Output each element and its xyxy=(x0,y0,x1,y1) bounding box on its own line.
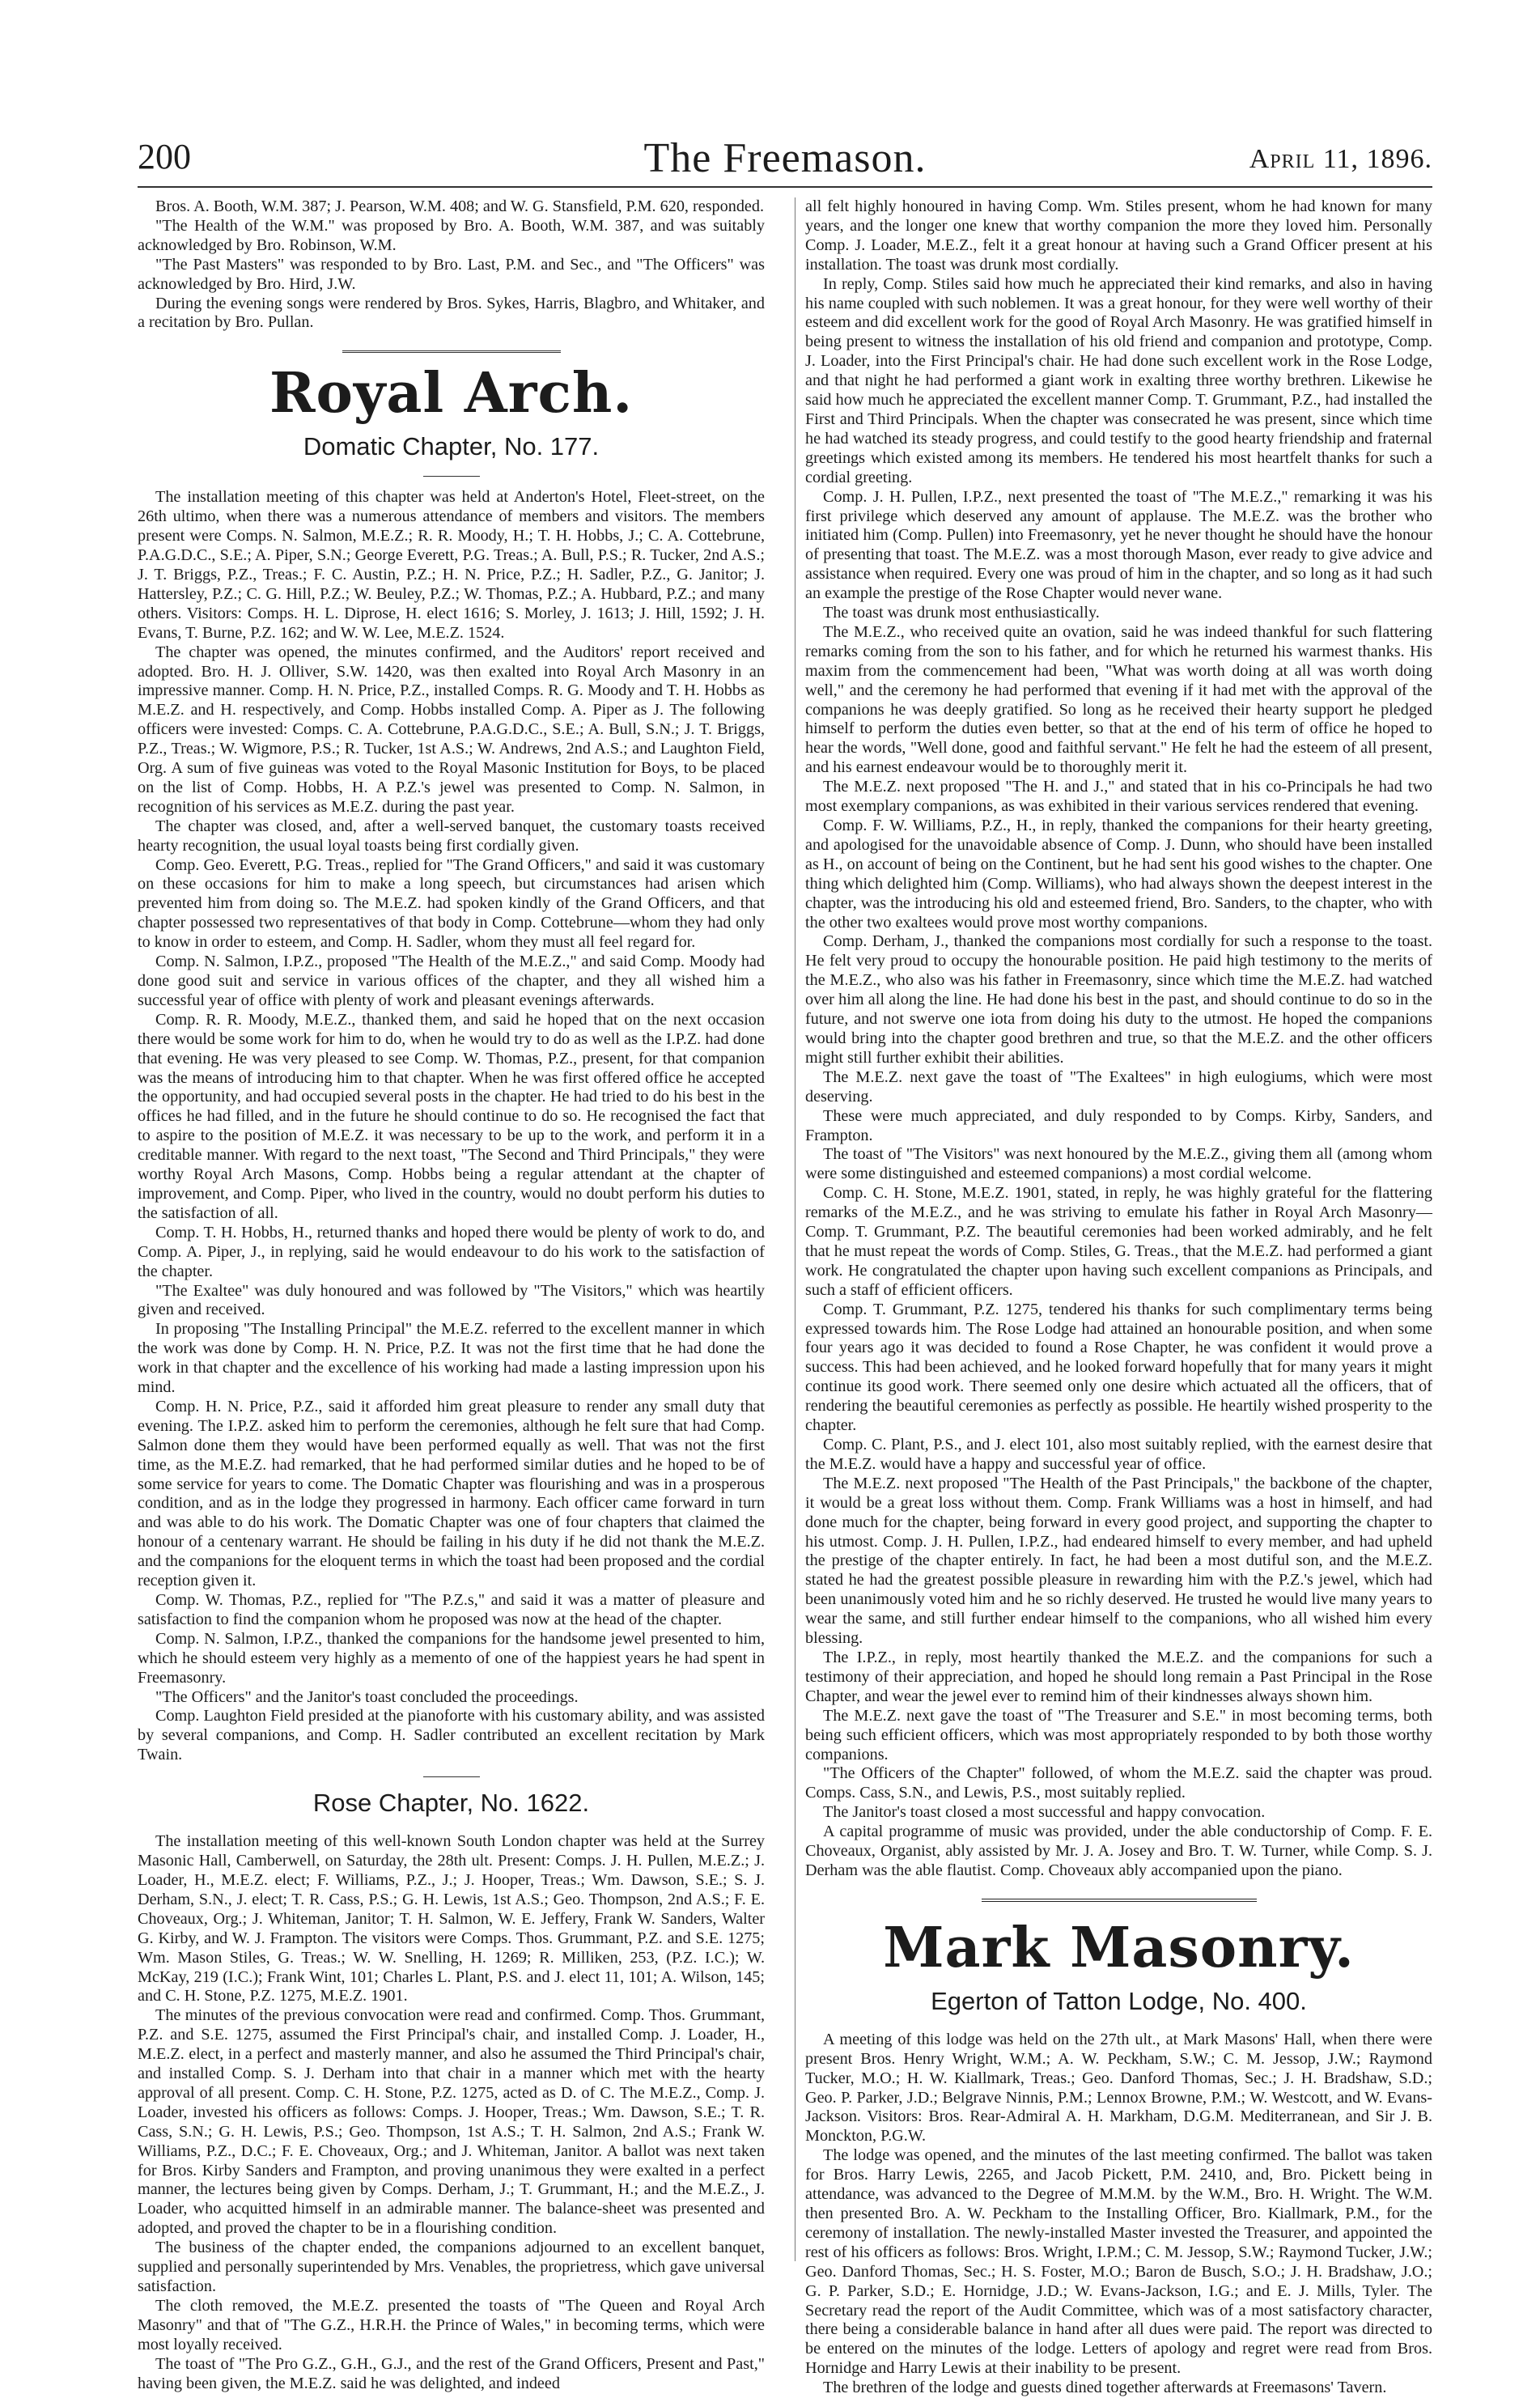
paragraph: In proposing "The Installing Principal" the M.E.Z. referred to the excellent manner in which the work was done by Comp. H. N. Price, P.Z. It was not the first time that he had done the work in that chapter and the excellence of his working had made a lasting impression upon his mind. xyxy=(138,1320,765,1397)
section-rule xyxy=(342,350,561,356)
paragraph: Comp. Derham, J., thanked the companions most cordially for such a response to the toast. He felt very proud to occupy the honourable position. He paid high testimony to the merits of the M.E.Z., who also was his father in Freemasonry, since which time the M.E.Z. had watched over him all along the line. He had done his best in the past, and should continue to do so in the future, and not swerve one iota from doing his duty to the utmost. He hoped the companions would bring into the chapter good brethren and true, so that the M.E.Z. and the other officers might still further exhibit their abilities. xyxy=(805,932,1432,1067)
domatic-chapter-heading: Domatic Chapter, No. 177. xyxy=(303,432,600,461)
heading-rule xyxy=(423,476,480,477)
paragraph: Comp. N. Salmon, I.P.Z., thanked the companions for the handsome jewel presented to him, which he should esteem very highly as a memento of one of the happiest years he had spent in Freemasonry. xyxy=(138,1629,765,1687)
paragraph: The brethren of the lodge and guests dined together afterwards at Freemasons' Tavern. xyxy=(823,2379,1387,2397)
section-rule xyxy=(982,1899,1257,1906)
page-header xyxy=(138,136,1432,183)
paragraph: The cloth removed, the M.E.Z. presented the toasts of "The Queen and Royal Arch Masonry" and that of "The G.Z., H.R.H. the Prince of Wales," in becoming terms, which were most loyally received. xyxy=(138,2296,765,2353)
paragraph: The chapter was closed, and, after a well-served banquet, the customary toasts received hearty recognition, the usual loyal toasts being first cordially given. xyxy=(138,817,765,855)
paragraph: The toast was drunk most enthusiastically. xyxy=(823,604,1100,622)
paragraph: The chapter was opened, the minutes confirmed, and the Auditors' report received and adopted. Bro. H. J. Olliver, S.W. 1420, was then exalted into Royal Arch Masonry in an impressive manner. Comp. H. N. Price, P.Z., installed Comps. R. G. Moody and T. H. Hobbs as M.E.Z. and H. respectively, and Comp. Hobbs installed Comp. A. Piper as J. The following officers were invested: Comps. C. A. Cottebrune, P.A.G.D.C., S.E.; A. Bull, S.N.; J. T. Briggs, P.Z., Treas.; W. Wigmore, P.S.; R. Tucker, 1st A.S.; W. Andrews, 2nd A.S.; and Laughton Field, Org. A sum of five guineas was voted to the Royal Masonic Institution for Boys, to be placed on the list of Comp. Hobbs, H. A P.Z.'s jewel was presented to Comp. N. Salmon, in recognition of his services as M.E.Z. during the past year. xyxy=(138,643,765,816)
paragraph: "The Officers of the Chapter" followed, of whom the M.E.Z. said the chapter was proud. Comps. Cass, S.N., and Lewis, P.S., most suitably replied. xyxy=(805,1764,1432,1802)
paragraph: Comp. J. H. Pullen, I.P.Z., next presented the toast of "The M.E.Z.," remarking it was his first privilege which deserved any amount of applause. The M.E.Z. was the brother who initiated him (Comp. Pullen) into Freemasonry, yet he never thought he should have the honour of presenting that toast. The M.E.Z. was a most thorough Mason, ever ready to give advice and assistance when required. Every one was proud of him in the chapter, and so long as it had such an example the prestige of the Rose Chapter would never wane. xyxy=(805,487,1432,603)
paragraph: Comp. N. Salmon, I.P.Z., proposed "The Health of the M.E.Z.," and said Comp. Moody had done good suit and service in various offices of the chapter, and they all wished him a successful year of office with plenty of work and pleasant evenings afterwards. xyxy=(138,953,765,1009)
paragraph: A capital programme of music was provided, under the able conductorship of Comp. F. E. Choveaux, Organist, ably assisted by Mr. J. A. Josey and Bro. T. W. Turner, while Comp. S. J. Derham was the able flautist. Comp. Choveaux ably accompanied upon the piano. xyxy=(805,1823,1432,1879)
paragraph: The I.P.Z., in reply, most heartily thanked the M.E.Z. and the companions for such a testimony of their appreciation, and hoped he should long remain a Past Principal in the Rose Chapter, and wear the jewel ever to remind him of their kindnesses always shown him. xyxy=(805,1648,1432,1705)
paragraph: Comp. W. Thomas, P.Z., replied for "The P.Z.s," and said it was a matter of pleasure and satisfaction to find the companion whom he proposed was now at the head of the chapter. xyxy=(138,1591,765,1628)
section-heading-mark-masonry: Mark Masonry. xyxy=(883,1915,1355,1980)
paragraph: The lodge was opened, and the minutes of the last meeting confirmed. The ballot was taken for Bros. Harry Lewis, 2265, and Jacob Pickett, P.M. 2410, and, Bro. Pickett being in attendance, was advanced to the Degree of M.M.M. by the W.M., Bro. H. Wright. The W.M. then presented Bro. A. W. Peckham to the Installing Officer, Bro. Kiallmark, P.M., for the ceremony of installation. The newly-installed Master invested the Treasurer, and appointed the rest of his officers as follows: Bros. Wright, I.P.M.; C. M. Jessop, S.W.; Raymond Tucker, J.W.; Geo. Danford Thomas, Sec.; H. S. Foster, M.O.; Baron de Busch, S.O.; J. H. Bradshaw, J.O.; G. P. Parker, S.D.; E. Hornidge, J.D.; W. Evans-Jackson, I.G.; and E. J. Mills, Tyler. The Secretary read the report of the Audit Committee, which was of a most satisfactory character, there being a considerable balance in hand after all dues were paid. The report was directed to be entered on the minutes of the lodge. Letters of apology and regret were read from Bros. Hornidge and Harry Lewis at their inability to be present. xyxy=(805,2146,1432,2378)
paragraph: The toast of "The Pro G.Z., G.H., G.J., and the rest of the Grand Officers, Present and Past," having been given, the M.E.Z. said he was delighted, and indeed xyxy=(138,2354,765,2392)
paragraph: The M.E.Z. next gave the toast of "The Treasurer and S.E." in most becoming terms, both being such efficient officers, which was most appropriately responded to by both those worthy companions. xyxy=(805,1706,1432,1763)
paragraph: During the evening songs were rendered by Bros. Sykes, Harris, Blagbro, and Whitaker, and a recitation by Bro. Pullan. xyxy=(138,294,765,332)
paragraph: The M.E.Z., who received quite an ovation, said he was indeed thankful for such flattering remarks coming from the son to his father, and for which he returned his warmest thanks. His maxim from the commencement had been, "What was worth doing at all was worth doing well," and the ceremony he had performed that evening if it had met with the approval of the companions he was deeply gratified. So long as he received their hearty support he pledged himself to perform the duties even better, so that at the end of his term of office he hoped to hear the words, "Well done, good and faithful servant." He felt he had the esteem of all present, and his earnest endeavour would be to thoroughly merit it. xyxy=(805,622,1432,777)
header-rule xyxy=(138,186,1432,188)
paragraph: "The Officers" and the Janitor's toast concluded the proceedings. xyxy=(155,1687,579,1706)
section-heading-royal-arch: Royal Arch. xyxy=(269,361,634,427)
paragraph: In reply, Comp. Stiles said how much he appreciated their kind remarks, and also in having his name coupled with such noblemen. It was a great honour, for they were well worthy of their esteem and did excellent work for the good of Royal Arch Masonry. He was gratified himself in being present to witness the installation of his old friend and companion and prototype, Comp. J. Loader, into the First Principal's chair. He had done such excellent work in the Rose Lodge, and that night he had performed a giant work in exalting three worthy brethren. Likewise he said how much he appreciated the excellent manner Comp. T. Grummant, P.Z., had installed the First and Third Principals. When the chapter was consecrated he was present, since which time he had watched its steady progress, and could testify to the good hearty friendship and fraternal greetings which existed among its members. He tendered his most heartfelt thanks for such a cordial greeting. xyxy=(805,274,1432,486)
intro-paragraphs xyxy=(138,197,765,333)
article-rule xyxy=(423,1776,480,1777)
paragraph: The toast of "The Visitors" was next honoured by the M.E.Z., giving them all (among whom were some distinguished and esteemed companions) a most cordial welcome. xyxy=(805,1145,1432,1183)
paragraph: The business of the chapter ended, the companions adjourned to an excellent banquet, supplied and personally superintended by Mrs. Venables, the proprietress, which gave universal satisfaction. xyxy=(138,2239,765,2295)
page-number: 200 xyxy=(138,137,191,176)
paragraph: A meeting of this lodge was held on the 27th ult., at Mark Masons' Hall, when there were present Bros. Henry Wright, W.M.; A. W. Peckham, S.W.; C. M. Jessop, J.W.; Raymond Tucker, M.O.; H. W. Kiallmark, Treas.; Geo. Danford Thomas, Sec.; J. H. Bradshaw, S.D.; Geo. P. Parker, J.D.; Belgrave Ninnis, P.M.; Lennox Browne, P.M.; W. Westcott, and W. Evans-Jackson. Visitors: Bros. Rear-Admiral A. H. Markham, D.G.M. Mediterranean, and Sir J. B. Monckton, P.G.W. xyxy=(805,2030,1432,2145)
paragraph: The M.E.Z. next proposed "The H. and J.," and stated that in his co-Principals he had two most exemplary companions, as was exhibited in their various services rendered that evening. xyxy=(805,778,1432,816)
paragraph: The installation meeting of this chapter was held at Anderton's Hotel, Fleet-street, on the 26th ultimo, when there was a numerous attendance of members and visitors. The members present were Comps. N. Salmon, M.E.Z.; R. R. Moody, H.; T. H. Hobbs, J.; C. A. Cottebrune, P.A.G.D.C., S.E.; A. Piper, S.N.; George Everett, P.G. Treas.; A. Bull, P.S.; R. Tucker, 2nd A.S.; J. T. Briggs, P.Z., Treas.; F. C. Austin, P.Z.; H. N. Price, P.Z.; H. Sadler, P.Z., G. Janitor; J. Hattersley, P.Z.; C. G. Hill, P.Z.; W. Beuley, P.Z.; W. Thomas, P.Z.; A. Hubbard, P.Z.; and many others. Visitors: Comps. H. L. Diprose, H. elect 1616; S. Morley, J. 1613; J. Hill, 1592; J. H. Evans, T. Burne, P.Z. 162; and W. W. Lee, M.E.Z. 1524. xyxy=(138,488,765,642)
left-column xyxy=(138,197,765,2393)
paper-title: The Freemason. xyxy=(643,135,927,181)
paragraph: The Janitor's toast closed a most successful and happy convocation. xyxy=(823,1803,1266,1822)
rose-chapter-heading: Rose Chapter, No. 1622. xyxy=(312,1789,590,1818)
paragraph: Comp. F. W. Williams, P.Z., H., in reply, thanked the companions for their hearty greeting, and apologised for the unavoidable absence of Comp. J. Dunn, who should have been installed as H., on account of being on the Continent, but he had sent his good wishes to the chapter. One thing which delighted him (Comp. Williams), who had always shown the deepest interest in the chapter, was the introducing his old and esteemed friend, Bro. Sanders, to the chapter, who with the other two exaltees would prove most worthy companions. xyxy=(805,817,1432,932)
paragraph: Comp. H. N. Price, P.Z., said it afforded him great pleasure to render any small duty that evening. The I.P.Z. asked him to perform the ceremonies, although he felt sure that had Comp. Salmon done them they would have been performed equally as well. That was not the first time, as the M.E.Z. had remarked, that he had performed similar duties and he hoped to be of some service for years to come. The Domatic Chapter was flourishing and was in a prosperous condition, and as in the lodge they progressed in harmony. Each officer came forward in turn and was able to do his work. The Domatic Chapter was one of four chapters that claimed the honour of a centenary warrant. He should be failing in his duty if he did not thank the M.E.Z. and the companions for the eloquent terms in which the toast had been proposed and the cordial reception given it. xyxy=(138,1397,765,1590)
paragraph: "The Past Masters" was responded to by Bro. Last, P.M. and Sec., and "The Officers" was acknowledged by Bro. Hird, J.W. xyxy=(138,255,765,293)
paragraph: "The Health of the W.M." was proposed by Bro. A. Booth, W.M. 387, and was suitably acknowledged by Bro. Robinson, W.M. xyxy=(138,216,765,254)
paragraph: The installation meeting of this well-known South London chapter was held at the Surrey Masonic Hall, Camberwell, on Saturday, the 28th ult. Present: Comps. J. H. Pullen, M.E.Z.; J. Loader, H., M.E.Z. elect; F. Williams, P.Z., J.; J. Hooper, Treas.; Wm. Dawson, S.E.; S. J. Derham, S.N., J. elect; T. R. Cass, P.S.; G. H. Lewis, 1st A.S.; Geo. Thompson, 2nd A.S.; F. E. Choveaux, Org.; J. Whiteman, Janitor; T. H. Salmon, W. E. Jeffery, Frank W. Sanders, Walter G. Kirby, and W. J. Frampton. The visitors were Comps. Thos. Grummant, P.Z. and S.E. 1275; Wm. Mason Stiles, G. Treas.; W. W. Snelling, H. 1269; R. Milliken, 253, (P.Z. I.C.); W. McKay, 219 (I.C.); Frank Wint, 101; Charles L. Plant, P.S. and J. elect 11, 101; A. Wilson, 145; and C. H. Stone, P.Z. 1275, M.E.Z. 1901. xyxy=(138,1832,765,2005)
paragraph: These were much appreciated, and duly responded to by Comps. Kirby, Sanders, and Frampton. xyxy=(805,1106,1432,1144)
rose-chapter-article-continued xyxy=(805,197,1432,1881)
paragraph: all felt highly honoured in having Comp. Wm. Stiles present, whom he had known for many years, and the longer one knew that worthy companion the more they loved him. Personally Comp. J. Loader, M.E.Z., felt it a great honour at having such a Grand Officer present at his installation. The toast was drunk most cordially. xyxy=(805,197,1432,274)
right-column xyxy=(805,197,1432,2398)
paragraph: Comp. C. H. Stone, M.E.Z. 1901, stated, in reply, he was highly grateful for the flattering remarks of the M.E.Z., and he was striving to emulate his father in Royal Arch Masonry—Comp. T. Grummant, P.Z. The beautiful ceremonies had been worked admirably, and he felt that he must repeat the words of Comp. Stiles, G. Treas., that the M.E.Z. had performed a giant work. He congratulated the chapter upon having such excellent companions as Principals, and such a staff of efficient officers. xyxy=(805,1184,1432,1299)
paragraph: The M.E.Z. next gave the toast of "The Exaltees" in high eulogiums, which were most deserving. xyxy=(805,1067,1432,1106)
issue-date: April 11, 1896. xyxy=(1249,144,1432,174)
egerton-lodge-heading: Egerton of Tatton Lodge, No. 400. xyxy=(931,1986,1307,2015)
domatic-chapter-article xyxy=(138,488,765,1765)
paragraph: Bros. A. Booth, W.M. 387; J. Pearson, W.M. 408; and W. G. Stansfield, P.M. 620, responded. xyxy=(155,197,765,215)
paragraph: "The Exaltee" was duly honoured and was followed by "The Visitors," which was heartily given and received. xyxy=(138,1281,765,1319)
rose-chapter-article xyxy=(138,1832,765,2393)
paragraph: The M.E.Z. next proposed "The Health of the Past Principals," the backbone of the chapter, it would be a great loss without them. Comp. Frank Williams was a host in himself, and had done much for the chapter, being forward in every good project, and supporting the chapter to his utmost. Comp. J. H. Pullen, I.P.Z., had endeared himself to every member, and had upheld the prestige of the chapter entirely. In fact, he had been a most dutiful son, and the M.E.Z. stated he had the greatest possible pleasure in rewarding him with the P.Z.'s jewel, which had been unanimously voted him and he so richly deserved. He trusted he would live many years to wear the same, and still further endear himself to the companions, who all wished him every blessing. xyxy=(805,1474,1432,1648)
paragraph: Comp. T. Grummant, P.Z. 1275, tendered his thanks for such complimentary terms being expressed towards him. The Rose Lodge had attained an honourable position, and when some four years ago it was decided to found a Rose Chapter, he was confident it would prove a success. This had been achieved, and he looked forward hopefully that for many years it might continue its good work. There seemed only one desire which actuated all the officers, that of rendering the beautiful ceremonies as perfectly as possible. He heartily wished prosperity to the chapter. xyxy=(805,1300,1432,1435)
paragraph: Comp. Laughton Field presided at the pianoforte with his customary ability, and was assisted by several companions, and Comp. H. Sadler contributed an excellent recitation by Mark Twain. xyxy=(138,1707,765,1764)
paragraph: The minutes of the previous convocation were read and confirmed. Comp. Thos. Grummant, P.Z. and S.E. 1275, assumed the First Principal's chair, and installed Comp. J. Loader, H., M.E.Z. elect, in a perfect and masterly manner, and also he assumed the Third Principal's chair, and installed Comp. S. J. Derham into that chair in a manner which met with the hearty approval of all present. Comp. C. H. Stone, P.Z. 1275, acted as D. of C. The M.E.Z., Comp. J. Loader, invested his officers as follows: Comps. J. Hooper, Treas.; Wm. Dawson, S.E.; T. R. Cass, S.N.; G. H. Lewis, P.S.; Geo. Thompson, 1st A.S.; T. H. Salmon, 2nd A.S.; Frank W. Williams, P.Z., D.C.; F. E. Choveaux, Org.; and J. Whiteman, Janitor. A ballot was next taken for Bros. Kirby Sanders and Frampton, and proving unanimous they were exalted in a perfect manner, the lectures being given by Comps. Derham, J.; T. Grummant, H.; and the M.E.Z., J. Loader, who acquitted himself in an admirable manner. The balance-sheet was presented and adopted, and proved the chapter to be in a flourishing condition. xyxy=(138,2006,765,2238)
egerton-lodge-article xyxy=(805,2031,1432,2398)
paragraph: Comp. R. R. Moody, M.E.Z., thanked them, and said he hoped that on the next occasion there would be some work for him to do, when he would try to do as well as the I.P.Z. had done that evening. He was very pleased to see Comp. W. Thomas, P.Z., present, for that companion was the means of introducing him to that chapter. When he was first offered office he accepted the opportunity, and had occupied several posts in the chapter. He had tried to do his best in the offices he had filled, and in the future he should continue to do so. He recognised the fact that to aspire to the position of M.E.Z. it was necessary to be up to the work, and perform it in a creditable manner. With regard to the next toast, "The Second and Third Principals," they were worthy Royal Arch Masons, Comp. Hobbs being a regular attendant at the chapter of improvement, and Comp. Piper, who lived in the country, would no doubt perform his duties to the satisfaction of all. xyxy=(138,1010,765,1222)
paragraph: Comp. Geo. Everett, P.G. Treas., replied for "The Grand Officers," and said it was customary on these occasions for him to make a long speech, but circumstances had arisen which prevented him from doing so. The M.E.Z. had spoken kindly of the Grand Officers, and that chapter possessed two representatives of that body in Comp. Cottebrune—whom they had only to know in order to esteem, and Comp. H. Sadler, whom they must all feel regard for. xyxy=(138,855,765,952)
paragraph: Comp. C. Plant, P.S., and J. elect 101, also most suitably replied, with the earnest desire that the M.E.Z. would have a happy and successful year of office. xyxy=(805,1436,1432,1473)
paragraph: Comp. T. H. Hobbs, H., returned thanks and hoped there would be plenty of work to do, and Comp. A. Piper, J., in replying, said he would endeavour to do his work to the satisfaction of the chapter. xyxy=(138,1223,765,1280)
